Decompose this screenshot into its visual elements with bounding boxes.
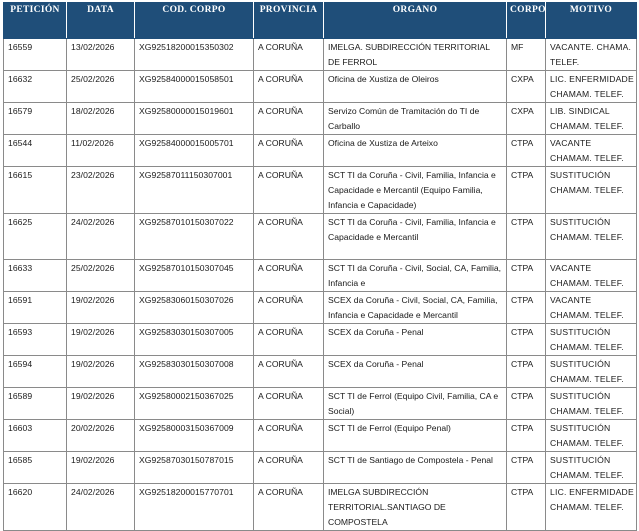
cell-cod-corpo: XG92580000015019601 <box>135 103 254 135</box>
cell-provincia: A CORUÑA <box>254 167 324 214</box>
cell-organo: Servizo Común de Tramitación do TI de Carballo <box>324 103 507 135</box>
cell-provincia: A CORUÑA <box>254 292 324 324</box>
cell-data: 20/02/2026 <box>67 420 135 452</box>
cell-corpo: CTPA <box>507 292 546 324</box>
cell-peticion: 16591 <box>4 292 67 324</box>
header-cod-corpo: COD. CORPO <box>135 3 254 39</box>
cell-peticion: 16603 <box>4 420 67 452</box>
cell-cod-corpo: XG92518200015350302 <box>135 39 254 71</box>
cell-provincia: A CORUÑA <box>254 388 324 420</box>
cell-data: 19/02/2026 <box>67 452 135 484</box>
header-motivo: MOTIVO <box>546 3 637 39</box>
cell-motivo: LIC. ENFERMIDADE CHAMAM. TELEF. <box>546 71 637 103</box>
table-row <box>4 452 637 484</box>
header-data: DATA <box>67 3 135 39</box>
cell-provincia: A CORUÑA <box>254 214 324 260</box>
cell-data: 11/02/2026 <box>67 135 135 167</box>
table-row <box>4 356 637 388</box>
cell-cod-corpo: XG92587030150787015 <box>135 452 254 484</box>
table-row <box>4 135 637 167</box>
cell-corpo: CTPA <box>507 484 546 531</box>
cell-cod-corpo: XG92587010150307022 <box>135 214 254 260</box>
table-row <box>4 39 637 71</box>
cell-cod-corpo: XG92580003150367009 <box>135 420 254 452</box>
cell-organo: SCEX da Coruña - Penal <box>324 356 507 388</box>
cell-organo: SCEX da Coruña - Civil, Social, CA, Familia, Infancia e Capacidade e Mercantil <box>324 292 507 324</box>
table-row <box>4 484 637 531</box>
cell-peticion: 16589 <box>4 388 67 420</box>
cell-provincia: A CORUÑA <box>254 356 324 388</box>
cell-provincia: A CORUÑA <box>254 420 324 452</box>
cell-provincia: A CORUÑA <box>254 39 324 71</box>
cell-cod-corpo: XG92583060150307026 <box>135 292 254 324</box>
cell-organo: IMELGA. SUBDIRECCIÓN TERRITORIAL DE FERROL <box>324 39 507 71</box>
table-row <box>4 292 637 324</box>
cell-data: 18/02/2026 <box>67 103 135 135</box>
cell-corpo: CTPA <box>507 324 546 356</box>
cell-corpo: CTPA <box>507 135 546 167</box>
cell-corpo: CTPA <box>507 260 546 292</box>
table-row <box>4 324 637 356</box>
cell-cod-corpo: XG92518200015770701 <box>135 484 254 531</box>
cell-provincia: A CORUÑA <box>254 452 324 484</box>
cell-provincia: A CORUÑA <box>254 135 324 167</box>
cell-peticion: 16632 <box>4 71 67 103</box>
header-organo: ORGANO <box>324 3 507 39</box>
cell-motivo: SUSTITUCIÓN CHAMAM. TELEF. <box>546 388 637 420</box>
cell-organo: SCT TI da Coruña - Civil, Social, CA, Familia, Infancia e <box>324 260 507 292</box>
cell-provincia: A CORUÑA <box>254 324 324 356</box>
table-row <box>4 71 637 103</box>
cell-data: 24/02/2026 <box>67 214 135 260</box>
cell-cod-corpo: XG92583030150307008 <box>135 356 254 388</box>
cell-organo: SCT TI de Santiago de Compostela - Penal <box>324 452 507 484</box>
cell-cod-corpo: XG92583030150307005 <box>135 324 254 356</box>
cell-corpo: CXPA <box>507 71 546 103</box>
cell-motivo: VACANTE. CHAMA. TELEF. <box>546 39 637 71</box>
cell-organo: SCEX da Coruña - Penal <box>324 324 507 356</box>
table-body <box>4 39 637 531</box>
cell-motivo: LIC. ENFERMIDADE CHAMAM. TELEF. <box>546 484 637 531</box>
cell-organo: IMELGA SUBDIRECCIÓN TERRITORIAL.SANTIAGO DE COMPOSTELA <box>324 484 507 531</box>
cell-data: 19/02/2026 <box>67 356 135 388</box>
table-row <box>4 103 637 135</box>
requests-table <box>3 2 637 531</box>
cell-peticion: 16544 <box>4 135 67 167</box>
cell-peticion: 16615 <box>4 167 67 214</box>
cell-cod-corpo: XG92587011150307001 <box>135 167 254 214</box>
cell-motivo: VACANTE CHAMAM. TELEF. <box>546 260 637 292</box>
cell-data: 23/02/2026 <box>67 167 135 214</box>
cell-corpo: CTPA <box>507 452 546 484</box>
cell-corpo: MF <box>507 39 546 71</box>
requests-table-sheet <box>3 2 636 531</box>
cell-motivo: SUSTITUCIÓN CHAMAM. TELEF. <box>546 420 637 452</box>
cell-motivo: LIB. SINDICAL CHAMAM. TELEF. <box>546 103 637 135</box>
cell-provincia: A CORUÑA <box>254 71 324 103</box>
header-corpo: CORPO <box>507 3 546 39</box>
cell-organo: Oficina de Xustiza de Arteixo <box>324 135 507 167</box>
cell-data: 13/02/2026 <box>67 39 135 71</box>
cell-peticion: 16625 <box>4 214 67 260</box>
cell-data: 25/02/2026 <box>67 71 135 103</box>
cell-motivo: SUSTITUCIÓN CHAMAM. TELEF. <box>546 356 637 388</box>
table-row <box>4 420 637 452</box>
table-row <box>4 260 637 292</box>
cell-corpo: CXPA <box>507 103 546 135</box>
cell-motivo: VACANTE CHAMAM. TELEF. <box>546 292 637 324</box>
header-provincia: PROVINCIA <box>254 3 324 39</box>
cell-peticion: 16585 <box>4 452 67 484</box>
cell-organo: Oficina de Xustiza de Oleiros <box>324 71 507 103</box>
cell-peticion: 16579 <box>4 103 67 135</box>
cell-cod-corpo: XG92587010150307045 <box>135 260 254 292</box>
cell-corpo: CTPA <box>507 388 546 420</box>
cell-data: 19/02/2026 <box>67 324 135 356</box>
cell-peticion: 16594 <box>4 356 67 388</box>
table-header <box>4 3 637 39</box>
cell-cod-corpo: XG92584000015058501 <box>135 71 254 103</box>
header-row <box>4 3 637 39</box>
cell-motivo: SUSTITUCIÓN CHAMAM. TELEF. <box>546 324 637 356</box>
cell-peticion: 16593 <box>4 324 67 356</box>
cell-data: 25/02/2026 <box>67 260 135 292</box>
cell-motivo: SUSTITUCIÓN CHAMAM. TELEF. <box>546 167 637 214</box>
table-row <box>4 167 637 214</box>
cell-provincia: A CORUÑA <box>254 260 324 292</box>
cell-corpo: CTPA <box>507 214 546 260</box>
cell-data: 24/02/2026 <box>67 484 135 531</box>
cell-organo: SCT TI da Coruña - Civil, Familia, Infancia e Capacidade e Mercantil <box>324 214 507 260</box>
cell-organo: SCT TI de Ferrol (Equipo Civil, Familia, CA e Social) <box>324 388 507 420</box>
cell-motivo: VACANTE CHAMAM. TELEF. <box>546 135 637 167</box>
cell-data: 19/02/2026 <box>67 292 135 324</box>
cell-cod-corpo: XG92580002150367025 <box>135 388 254 420</box>
cell-corpo: CTPA <box>507 167 546 214</box>
cell-corpo: CTPA <box>507 356 546 388</box>
cell-peticion: 16620 <box>4 484 67 531</box>
cell-motivo: SUSTITUCIÓN CHAMAM. TELEF. <box>546 452 637 484</box>
cell-organo: SCT TI da Coruña - Civil, Familia, Infancia e Capacidade e Mercantil (Equipo Familia, Infancia e Capacidade) <box>324 167 507 214</box>
cell-organo: SCT TI de Ferrol (Equipo Penal) <box>324 420 507 452</box>
cell-data: 19/02/2026 <box>67 388 135 420</box>
table-row <box>4 388 637 420</box>
cell-peticion: 16559 <box>4 39 67 71</box>
cell-peticion: 16633 <box>4 260 67 292</box>
cell-corpo: CTPA <box>507 420 546 452</box>
header-peticion: PETICIÓN <box>4 3 67 39</box>
cell-motivo: SUSTITUCIÓN CHAMAM. TELEF. <box>546 214 637 260</box>
cell-provincia: A CORUÑA <box>254 103 324 135</box>
cell-provincia: A CORUÑA <box>254 484 324 531</box>
table-row <box>4 214 637 260</box>
cell-cod-corpo: XG92584000015005701 <box>135 135 254 167</box>
